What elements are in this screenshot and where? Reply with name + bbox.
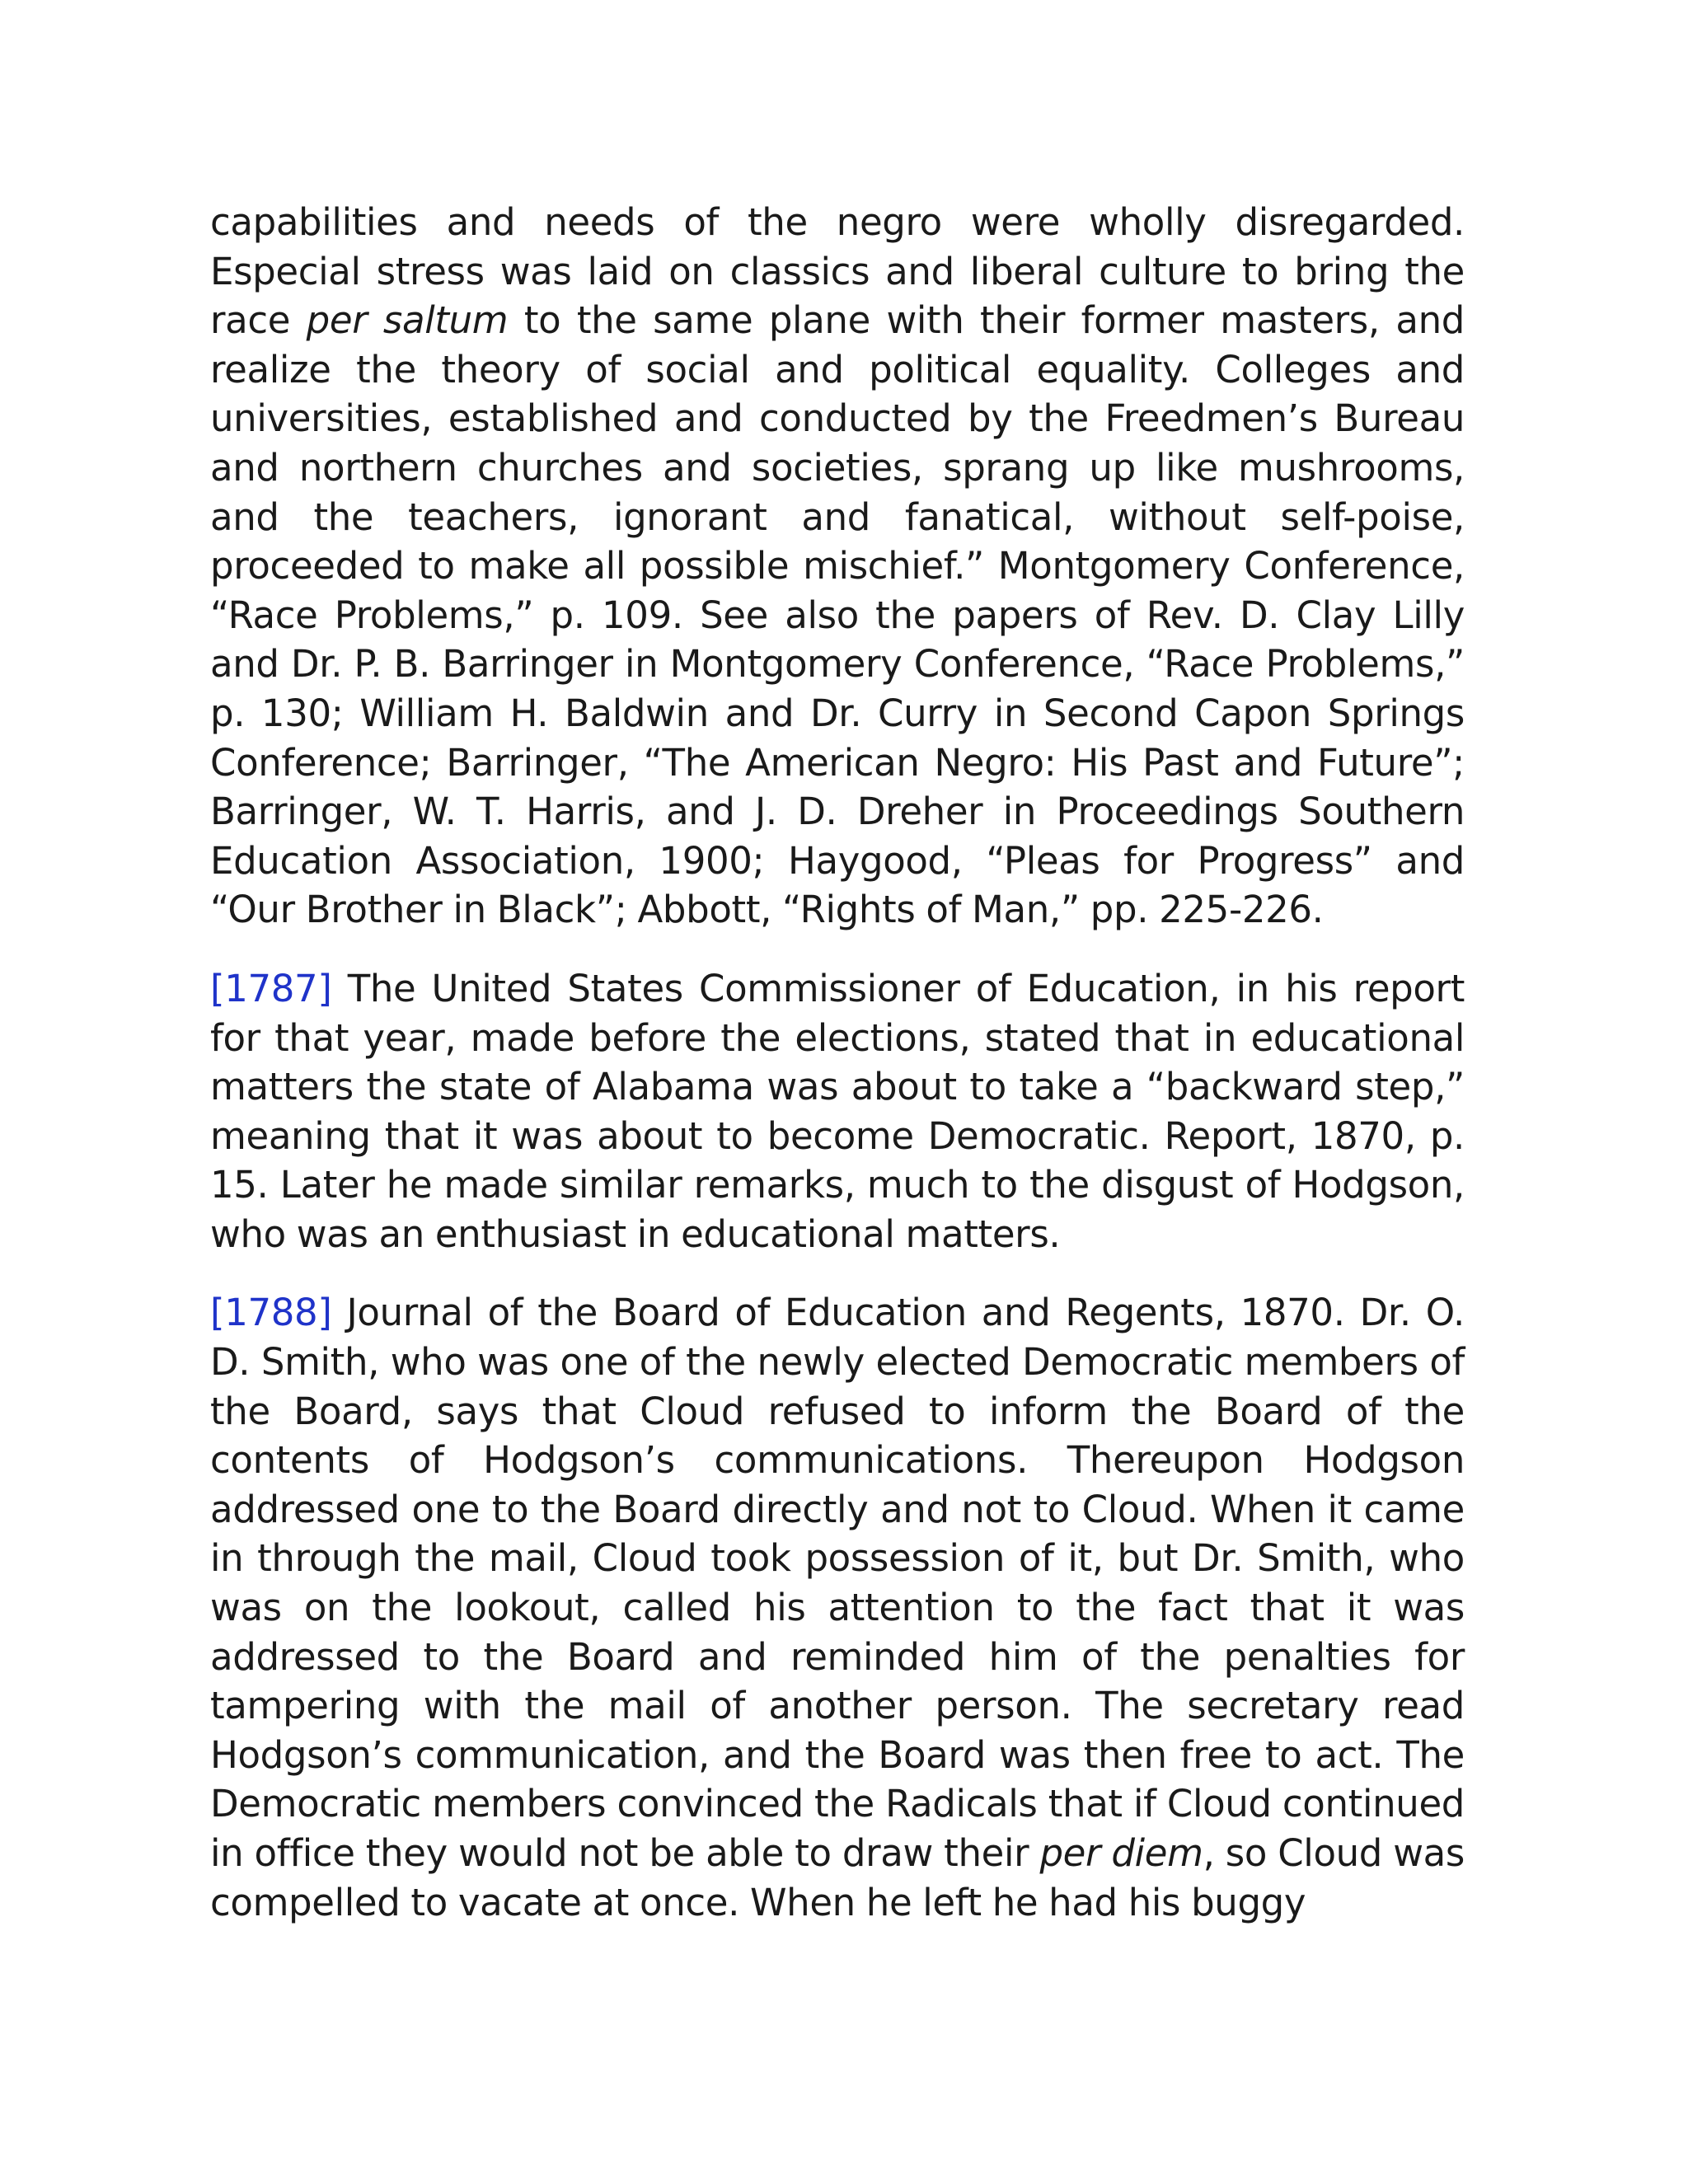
text-segment: Journal of the Board of Education and Regents, 1870. Dr. O. D. Smith, who was one of the newly elected Democratic members of the Board, says that Cloud refused to inform the Board of the contents of Hodgson’s communications. Thereupon Hodgson addressed one to the Board directly and not to Cloud. When it came in through the mail, Cloud took possession of it, but Dr. Smith, who was on the lookout, called his attention to the fact that it was addressed to the Board and reminded him of the penalties for tampering with the mail of another person. The secretary read Hodgson’s communication, and the Board was then free to act. The Democratic members convinced the Radicals that if Cloud continued in office they would not be able to draw their xyxy=(210,1291,1465,1875)
footnote-ref-link[interactable]: [1787] xyxy=(210,966,332,1010)
page-body xyxy=(210,198,1465,1957)
italic-text: per diem xyxy=(1039,1831,1203,1875)
text-segment: , so Cloud was compelled to vacate at once. When he left he had his buggy xyxy=(210,1831,1465,1924)
footnote-continuation xyxy=(210,198,1465,935)
text-segment: The United States Commissioner of Education, in his report for that year, made before the elections, stated that in educational matters the state of Alabama was about to take a “backward step,” meaning that it was about to become Democratic. Report, 1870, p. 15. Later he made similar remarks, much to the disgust of Hodgson, who was an enthusiast in educational matters. xyxy=(210,966,1465,1256)
footnote-1787 xyxy=(210,964,1465,1259)
italic-text: per saltum xyxy=(306,298,509,343)
text-segment: capabilities and needs of the negro were wholly disregarded. Especial stress was laid on classics and liberal culture to bring the race xyxy=(210,200,1465,343)
footnote-1788 xyxy=(210,1288,1465,1927)
footnote-ref-link[interactable]: [1788] xyxy=(210,1291,332,1335)
text-segment: to the same plane with their former masters, and realize the theory of social and political equality. Colleges and universities, established and conducted by the Freedmen’s Bureau and northern churches and societies, sprang up like mushrooms, and the teachers, ignorant and fanatical, without self-poise, proceeded to make all possible mischief.” Montgomery Conference, “Race Problems,” p. 109. See also the papers of Rev. D. Clay Lilly and Dr. P. B. Barringer in Montgomery Conference, “Race Problems,” p. 130; William H. Baldwin and Dr. Curry in Second Capon Springs Conference; Barringer, “The American Negro: His Past and Future”; Barringer, W. T. Harris, and J. D. Dreher in Proceedings Southern Education Association, 1900; Haygood, “Pleas for Progress” and “Our Brother in Black”; Abbott, “Rights of Man,” pp. 225-226. xyxy=(210,298,1465,932)
